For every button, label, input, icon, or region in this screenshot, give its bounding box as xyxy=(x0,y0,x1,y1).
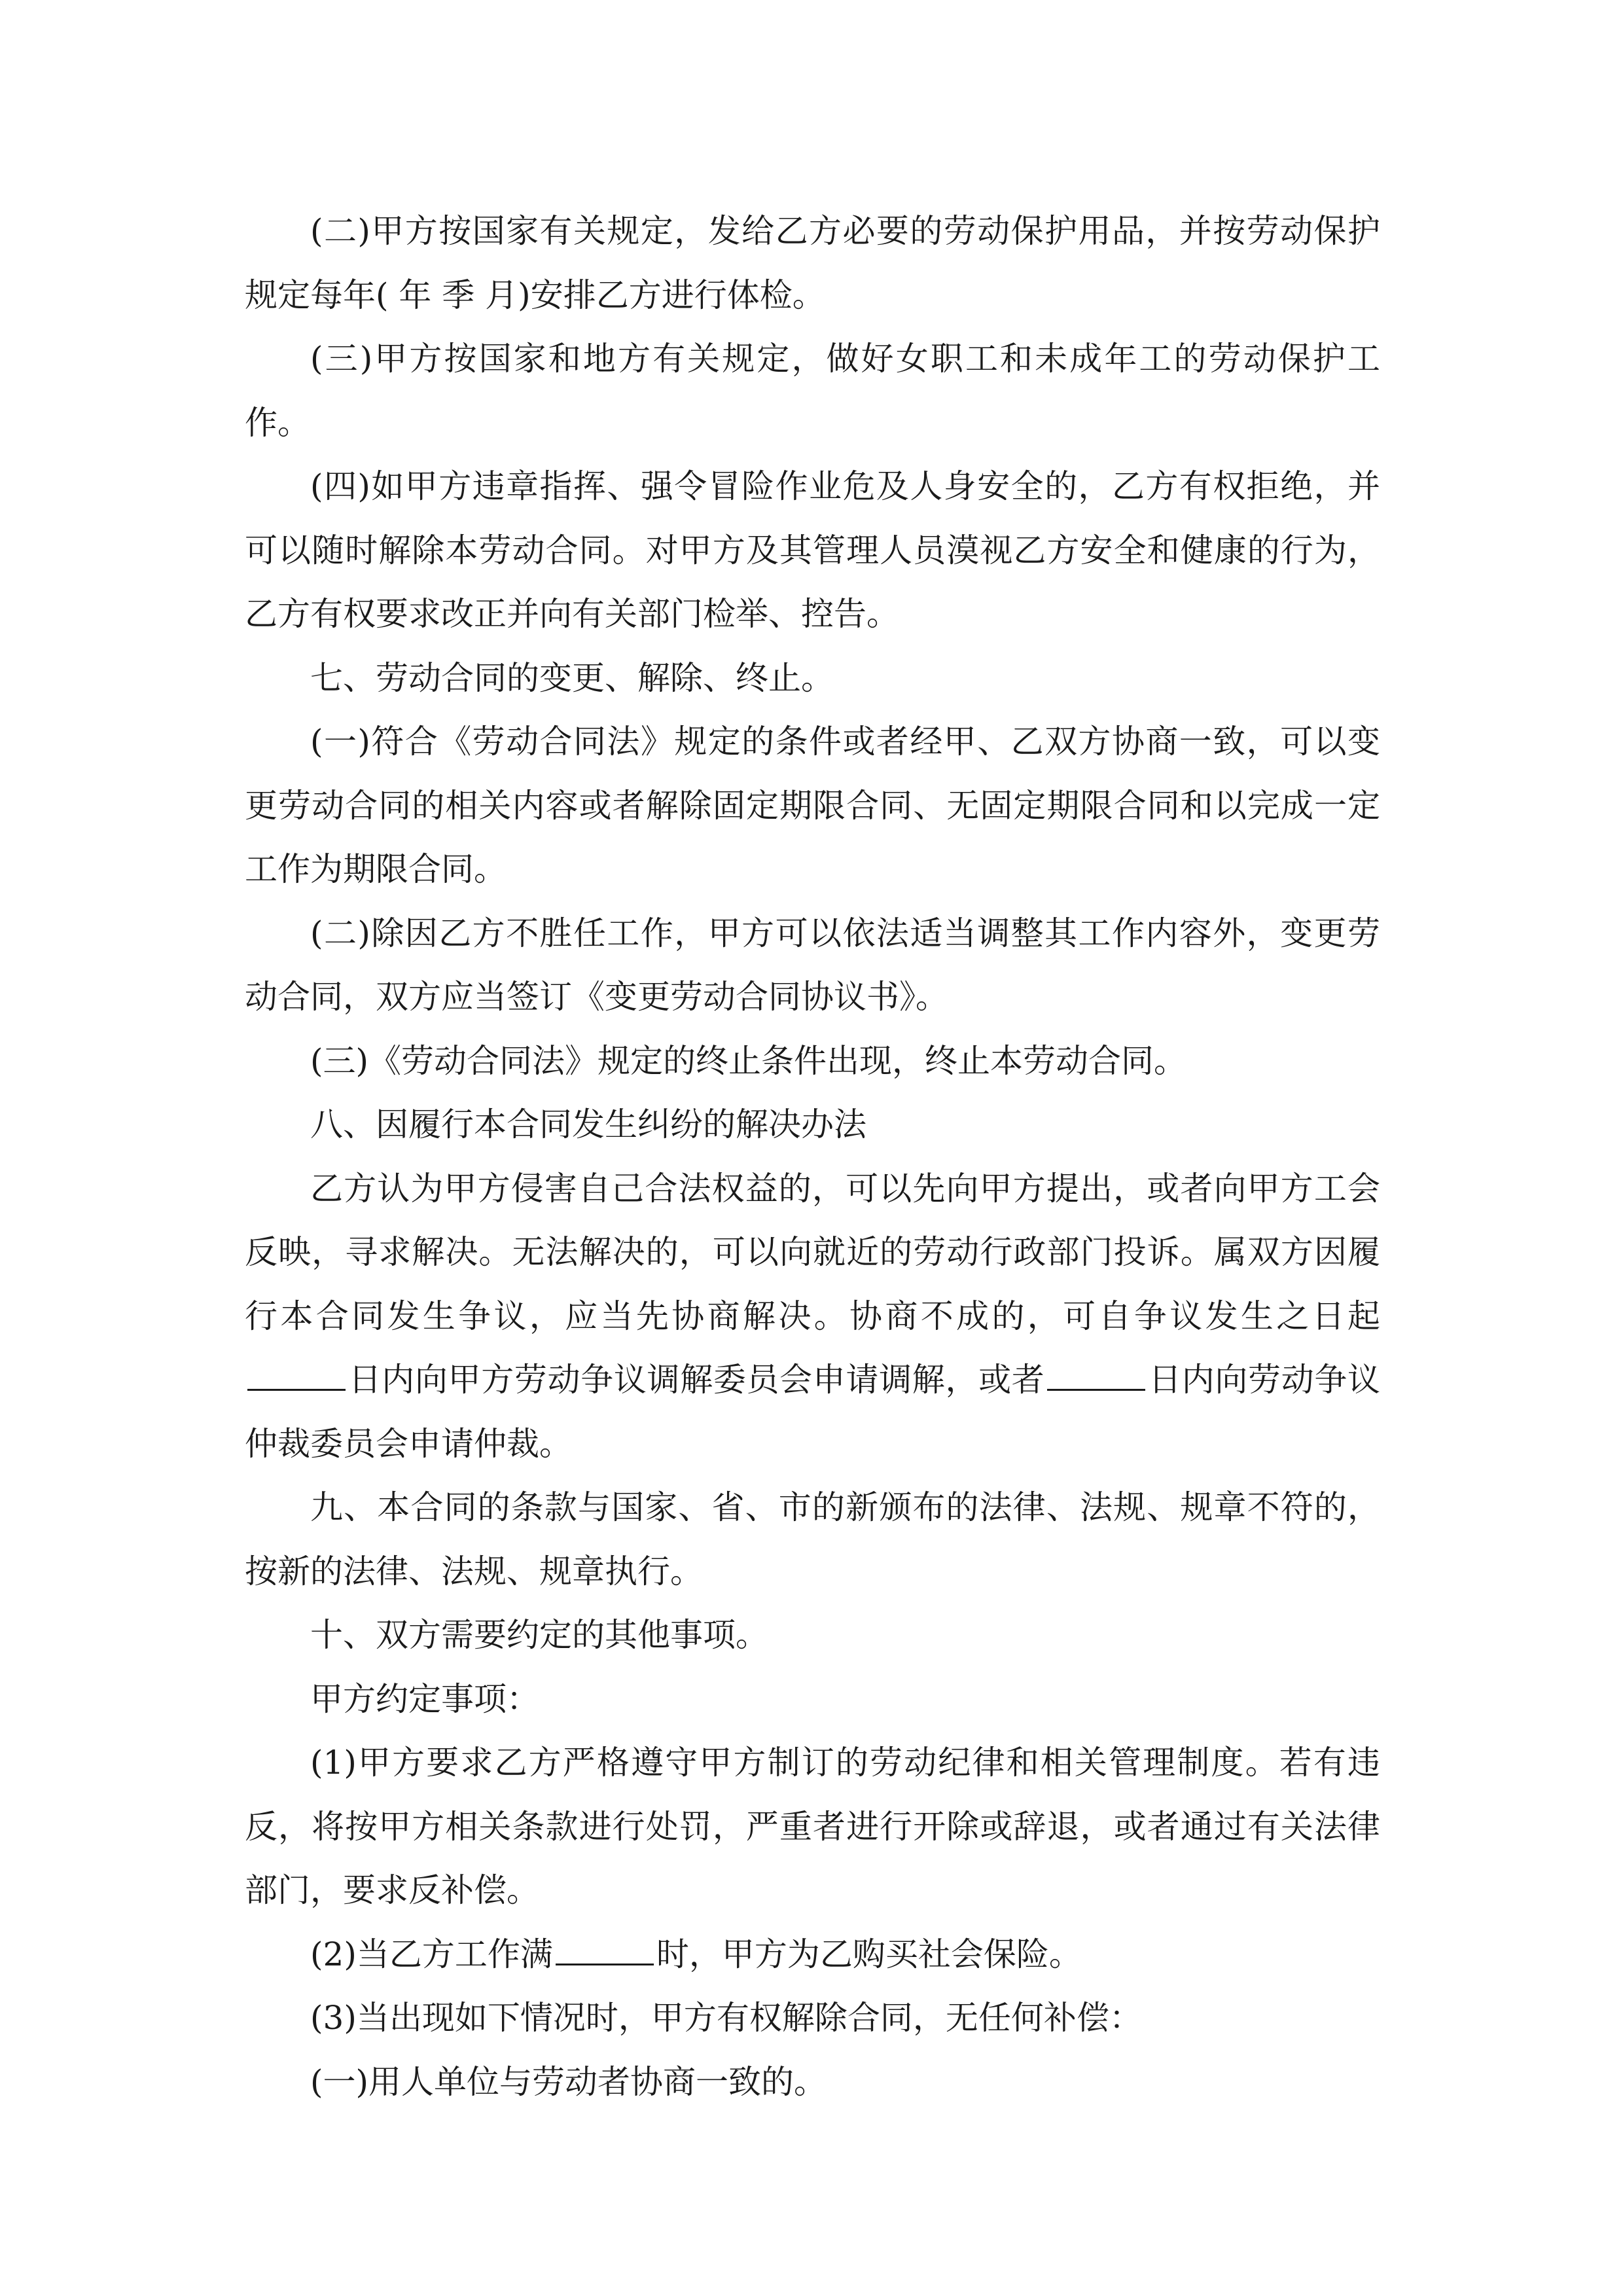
section-heading-ten: 十、双方需要约定的其他事项。 xyxy=(310,1616,768,1654)
dispute-text-part-3: 日内向劳动争议仲裁委员会申请仲裁。 xyxy=(245,1361,1381,1463)
paragraph-female-minor-protection: (三)甲方按国家和地方有关规定，做好女职工和未成年工的劳动保护工作。 xyxy=(245,340,1380,442)
paragraph-termination-conditions: (三)《劳动合同法》规定的终止条件出现，终止本劳动合同。 xyxy=(310,1041,1187,1080)
document-body xyxy=(245,200,1380,2114)
fill-in-blank-days-mediation[interactable] xyxy=(247,1361,346,1391)
dispute-text-part-2: 日内向甲方劳动争议调解委员会申请调解，或者 xyxy=(348,1361,1045,1399)
paragraph-dispute-resolution xyxy=(245,1157,1380,1477)
paragraph-social-insurance xyxy=(245,1923,1380,1987)
party-a-terms-heading: 甲方约定事项： xyxy=(310,1679,539,1718)
insurance-text-part-1: (2)当乙方工作满 xyxy=(310,1935,553,1973)
paragraph-mutual-agreement: (一)用人单位与劳动者协商一致的。 xyxy=(310,2062,827,2101)
paragraph-termination-right: (3)当出现如下情况时，甲方有权解除合同，无任何补偿： xyxy=(310,1999,1142,2037)
dispute-text-part-1: 乙方认为甲方侵害自己合法权益的，可以先向甲方提出，或者向甲方工会反映，寻求解决。无法解决的，可以向就近的劳动行政部门投诉。属双方因履行本合同发生争议，应当先协商解决。协商不成的，可自争议发生之日起 xyxy=(245,1169,1380,1335)
section-heading-nine: 九、本合同的条款与国家、省、市的新颁布的法律、法规、规章不符的，按新的法律、法规、规章执行。 xyxy=(245,1488,1380,1590)
paragraph-right-to-refuse: (四)如甲方违章指挥、强令冒险作业危及人身安全的，乙方有权拒绝，并可以随时解除本劳动合同。对甲方及其管理人员漠视乙方安全和健康的行为，乙方有权要求改正并向有关部门检举、控告。 xyxy=(245,467,1380,633)
fill-in-blank-days-arbitration[interactable] xyxy=(1047,1361,1145,1391)
paragraph-labor-protection-supplies: (二)甲方按国家有关规定，发给乙方必要的劳动保护用品，并按劳动保护规定每年( 年 季 月)安排乙方进行体检。 xyxy=(245,212,1380,314)
insurance-text-part-2: 时，甲方为乙购买社会保险。 xyxy=(656,1935,1082,1973)
paragraph-discipline: (1)甲方要求乙方严格遵守甲方制订的劳动纪律和相关管理制度。若有违反，将按甲方相关条款进行处罚，严重者进行开除或辞退，或者通过有关法律部门，要求反补偿。 xyxy=(245,1744,1380,1909)
paragraph-contract-change: (一)符合《劳动合同法》规定的条件或者经甲、乙双方协商一致，可以变更劳动合同的相关内容或者解除固定期限合同、无固定期限合同和以完成一定工作为期限合同。 xyxy=(245,723,1380,888)
paragraph-adjust-work: (二)除因乙方不胜任工作，甲方可以依法适当调整其工作内容外，变更劳动合同，双方应当签订《变更劳动合同协议书》。 xyxy=(245,914,1380,1016)
section-heading-seven: 七、劳动合同的变更、解除、终止。 xyxy=(310,658,834,697)
section-heading-eight: 八、因履行本合同发生纠纷的解决办法 xyxy=(310,1105,866,1143)
fill-in-blank-work-period[interactable] xyxy=(556,1935,654,1965)
